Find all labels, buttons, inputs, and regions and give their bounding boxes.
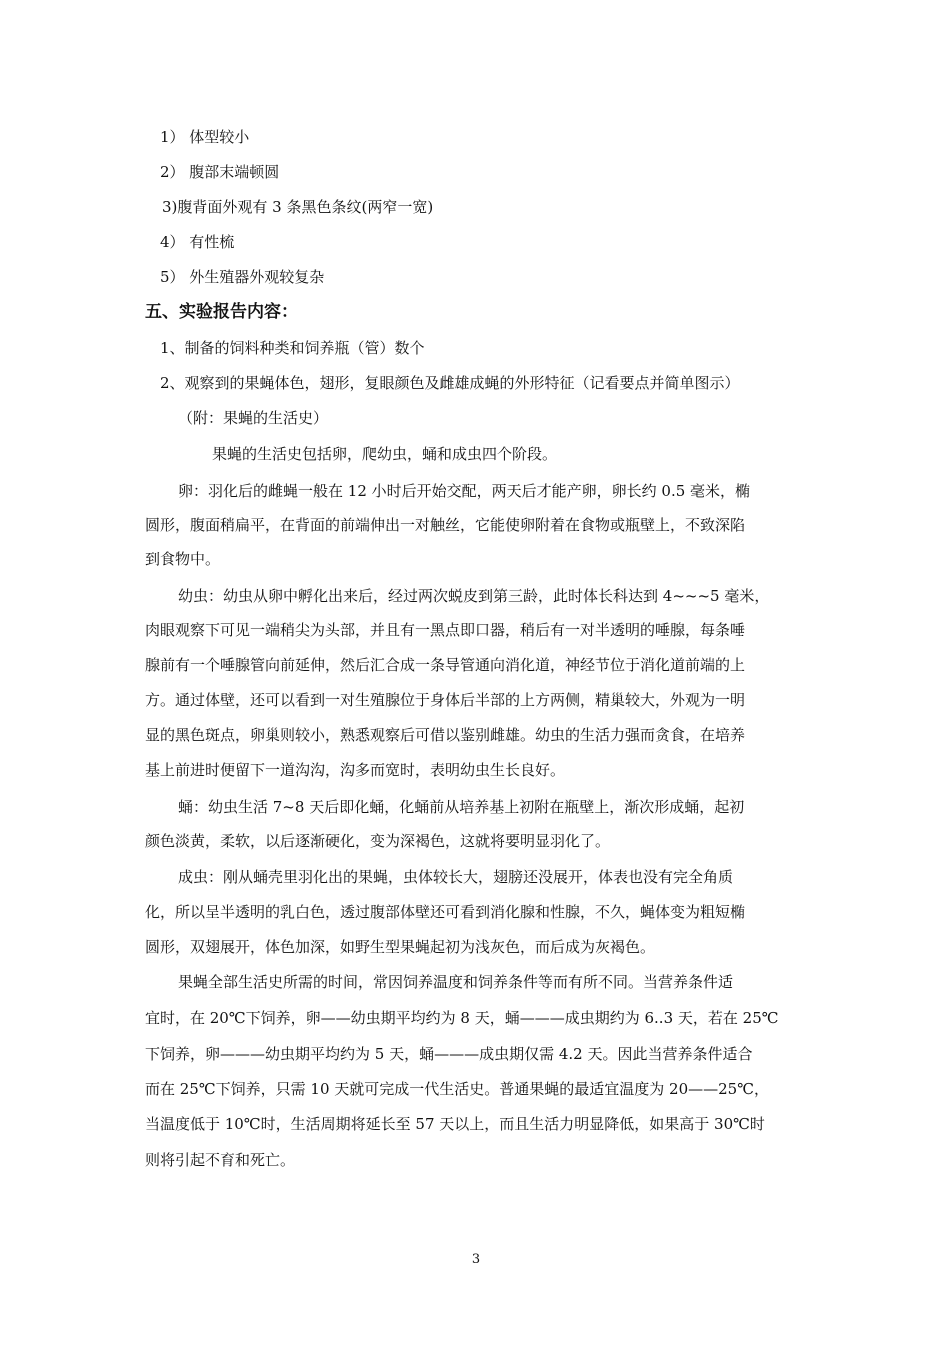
paragraph-larva-line: 基上前进时便留下一道沟沟，沟多而宽时，表明幼虫生长良好。 [145, 761, 566, 779]
list-item: 3)腹背面外观有 3 条黑色条纹(两窄一宽) [162, 198, 434, 216]
paragraph-cycle-line: 果蝇全部生活史所需的时间，常因饲养温度和饲养条件等而有所不同。当营养条件适 [178, 973, 734, 991]
paragraph-pupa-line: 颜色淡黄，柔软，以后逐渐硬化，变为深褐色，这就将要明显羽化了。 [145, 832, 611, 850]
intro-line: 果蝇的生活史包括卵，爬幼虫，蛹和成虫四个阶段。 [212, 445, 558, 463]
paragraph-adult-line: 化，所以呈半透明的乳白色，透过腹部体壁还可看到消化腺和性腺，不久，蝇体变为粗短椭 [145, 903, 746, 921]
page-number: 3 [471, 1252, 481, 1267]
list-item: 4） 有性梳 [160, 233, 235, 251]
paragraph-larva-line: 显的黑色斑点，卵巢则较小，熟悉观察后可借以鉴别雌雄。幼虫的生活力强而贪食，在培养 [145, 726, 746, 744]
paragraph-cycle-line: 当温度低于 10℃时，生活周期将延长至 57 天以上，而且生活力明显降低，如果高于 30℃时 [145, 1115, 765, 1133]
paragraph-pupa-line: 蛹：幼虫生活 7~8 天后即化蛹，化蛹前从培养基上初附在瓶壁上，渐次形成蛹，起初 [178, 798, 745, 816]
paragraph-cycle-line: 而在 25℃下饲养，只需 10 天就可完成一代生活史。普通果蝇的最适宜温度为 20——25℃， [145, 1080, 769, 1098]
paragraph-egg-line: 卵：羽化后的雌蝇一般在 12 小时后开始交配，两天后才能产卵，卵长约 0.5 毫米，椭 [178, 482, 751, 500]
list-item: 1） 体型较小 [160, 128, 250, 146]
paragraph-egg-line: 圆形，腹面稍扁平，在背面的前端伸出一对触丝，它能使卵附着在食物或瓶壁上，不致深陷 [145, 516, 746, 534]
list-item: 2） 腹部末端顿圆 [160, 163, 280, 181]
paragraph-adult-line: 成虫：刚从蛹壳里羽化出的果蝇，虫体较长大，翅膀还没展开，体表也没有完全角质 [178, 868, 734, 886]
list-item: 5） 外生殖器外观较复杂 [160, 268, 325, 286]
paragraph-cycle-line: 则将引起不育和死亡。 [145, 1151, 296, 1169]
appendix-title: （附：果蝇的生活史） [178, 409, 329, 427]
report-item: 2、观察到的果蝇体色，翅形，复眼颜色及雌雄成蝇的外形特征（记看要点并简单图示） [160, 374, 740, 392]
paragraph-adult-line: 圆形，双翅展开，体色加深，如野生型果蝇起初为浅灰色，而后成为灰褐色。 [145, 938, 656, 956]
paragraph-cycle-line: 下饲养，卵———幼虫期平均约为 5 天，蛹———成虫期仅需 4.2 天。因此当营养条件适合 [145, 1045, 753, 1063]
report-item: 1、制备的饲料种类和饲养瓶（管）数个 [160, 339, 425, 357]
paragraph-larva-line: 腺前有一个唾腺管向前延伸，然后汇合成一条导管通向消化道，神经节位于消化道前端的上 [145, 656, 746, 674]
paragraph-cycle-line: 宜时，在 20℃下饲养，卵——幼虫期平均约为 8 天，蛹———成虫期约为 6..3 天，若在 25℃ [145, 1009, 779, 1027]
section-heading: 五、实验报告内容： [145, 302, 298, 322]
paragraph-larva-line: 方。通过体壁，还可以看到一对生殖腺位于身体后半部的上方两侧，精巢较大，外观为一明 [145, 691, 746, 709]
paragraph-larva-line: 肉眼观察下可见一端稍尖为头部，并且有一黑点即口器，稍后有一对半透明的唾腺，每条唾 [145, 621, 746, 639]
paragraph-egg-line: 到食物中。 [145, 550, 221, 568]
paragraph-larva-line: 幼虫：幼虫从卵中孵化出来后，经过两次蜕皮到第三龄，此时体长科达到 4~~~5 毫米， [178, 587, 770, 605]
